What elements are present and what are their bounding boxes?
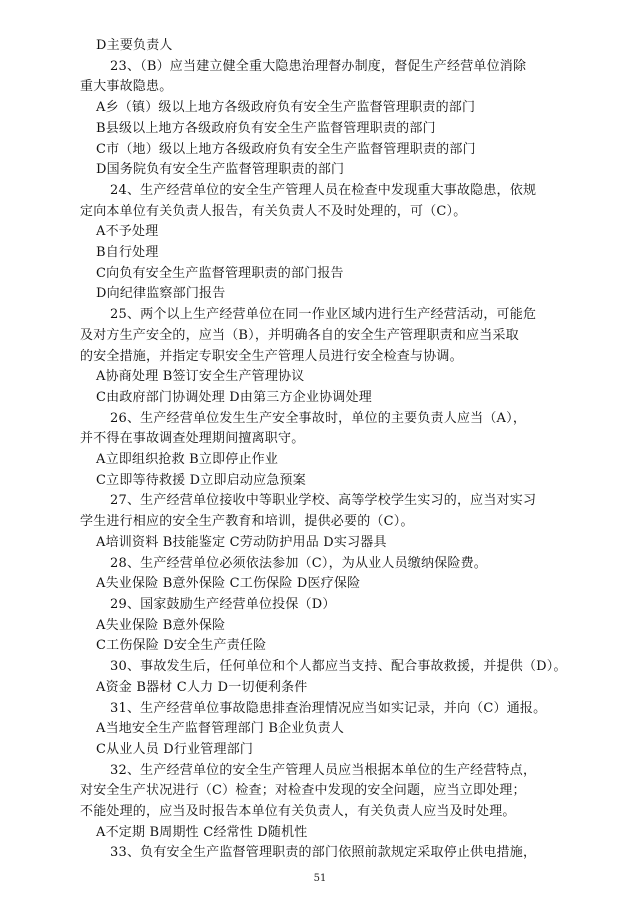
text-line: 不能处理的，应当及时报告本单位有关负责人，有关负责人应当及时处理。: [80, 804, 516, 820]
option-line: C向负有安全生产监督管理职责的部门报告: [96, 265, 344, 281]
question-line: 30、事故发生后，任何单位和个人都应当支持、配合事故救援，并提供（D）。: [110, 659, 567, 675]
text-line: D主要负责人: [96, 38, 173, 53]
option-line: A当地安全生产监督管理部门 B企业负责人: [96, 721, 345, 737]
option-line: C市（地）级以上地方各级政府负有安全生产监督管理职责的部门: [96, 141, 476, 157]
option-line: D向纪律监察部门报告: [96, 286, 226, 302]
option-line: C由政府部门协调处理 D由第三方企业协调处理: [96, 389, 372, 405]
question-line: 26、生产经营单位发生生产安全事故时，单位的主要负责人应当（A），: [110, 410, 527, 426]
question-line: 28、生产经营单位必须依法参加（C），为从业人员缴纳保险费。: [110, 555, 487, 571]
option-line: A不定期 B周期性 C经常性 D随机性: [96, 824, 308, 840]
text-line: 的安全措施，并指定专职安全生产管理人员进行安全检查与协调。: [80, 348, 463, 364]
option-line: A不予处理: [96, 224, 159, 240]
option-line: A培训资料 B技能鉴定 C劳动防护用品 D实习器具: [96, 534, 387, 550]
option-line: D国务院负有安全生产监督管理职责的部门: [96, 162, 345, 178]
option-line: A乡（镇）级以上地方各级政府负有安全生产监督管理职责的部门: [96, 100, 476, 116]
page-content: [80, 36, 570, 864]
text-line: 并不得在事故调查处理期间擅离职守。: [80, 431, 305, 447]
text-line: 学生进行相应的安全生产教育和培训，提供必要的（C）。: [80, 514, 414, 530]
text-line: 及对方生产安全的，应当（B），并明确各自的安全生产管理职责和应当采取: [80, 327, 519, 343]
question-line: 29、国家鼓励生产经营单位投保（D）: [110, 596, 336, 612]
question-line: 23、（B）应当建立健全重大隐患治理督办制度，督促生产经营单位消除: [110, 58, 527, 74]
option-line: A失业保险 B意外保险: [96, 617, 226, 633]
question-line: 32、生产经营单位的安全生产管理人员应当根据本单位的生产经营特点，: [110, 762, 537, 778]
page-number: 51: [313, 873, 327, 884]
option-line: C从业人员 D行业管理部门: [96, 741, 254, 757]
text-line: 对安全生产状况进行（C）检查；对检查中发现的安全问题，应当立即处理；: [80, 783, 526, 799]
option-line: A资金 B器材 C人力 D一切便利条件: [96, 679, 308, 695]
option-line: A失业保险 B意外保险 C工伤保险 D医疗保险: [96, 576, 361, 592]
question-line: 27、生产经营单位接收中等职业学校、高等学校学生实习的，应当对实习: [110, 493, 537, 509]
question-line: 33、负有安全生产监督管理职责的部门依照前款规定采取停止供电措施，: [110, 845, 537, 861]
question-line: 31、生产经营单位事故隐患排查治理情况应当如实记录，并向（C）通报。: [110, 700, 547, 716]
option-line: C工伤保险 D安全生产责任险: [96, 638, 267, 654]
option-line: C立即等待救援 D立即启动应急预案: [96, 472, 306, 488]
option-line: B自行处理: [96, 245, 159, 261]
question-line: 25、两个以上生产经营单位在同一作业区域内进行生产经营活动，可能危: [110, 307, 537, 323]
option-line: A协商处理 B签订安全生产管理协议: [96, 369, 305, 385]
text-line: 定向本单位有关负责人报告，有关负责人不及时处理的，可（C）。: [80, 203, 467, 219]
question-line: 24、生产经营单位的安全生产管理人员在检查中发现重大事故隐患，依规: [110, 182, 537, 198]
option-line: B县级以上地方各级政府负有安全生产监督管理职责的部门: [96, 120, 436, 136]
option-line: A立即组织抢救 B立即停止作业: [96, 452, 279, 468]
text-line: 重大事故隐患。: [80, 79, 173, 95]
